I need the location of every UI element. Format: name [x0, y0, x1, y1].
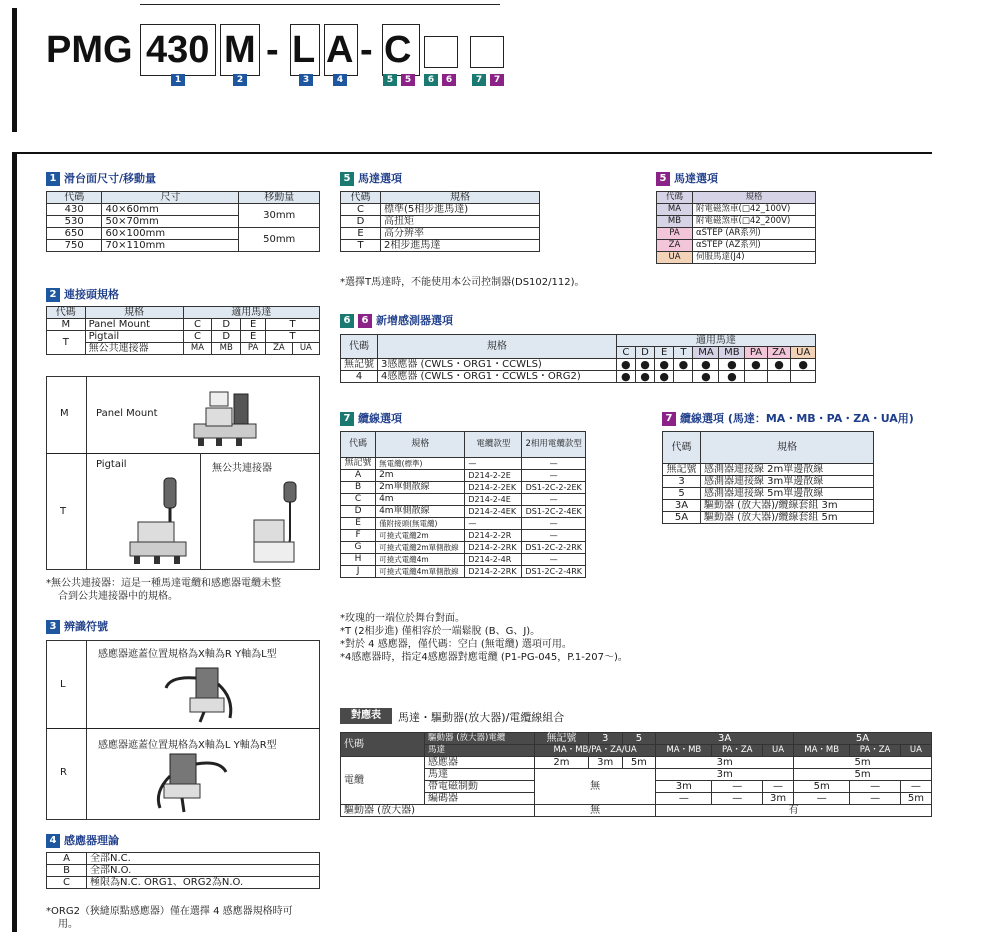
- combo-h-driver: 驅動器 (放大器)電纜: [425, 733, 535, 745]
- cell: MA: [657, 204, 693, 216]
- cell: 無電纜(標準): [376, 458, 465, 470]
- cell: —: [522, 518, 586, 530]
- cell: 40×60mm: [102, 204, 239, 216]
- sensor-logic-note-2: 用。: [58, 919, 78, 930]
- th-size: 尺寸: [102, 192, 239, 204]
- cell: T: [266, 331, 320, 343]
- cell: MA: [183, 343, 212, 355]
- cell: C: [341, 204, 381, 216]
- cell: 無公共連接器: [85, 343, 183, 355]
- cell: DS1-2C-2-2RK: [522, 542, 586, 554]
- cell: E: [241, 319, 266, 331]
- cell: [745, 371, 767, 383]
- th-code: 代碼: [47, 192, 102, 204]
- cell: 2m單側散線: [376, 482, 465, 494]
- cell: ●: [693, 359, 719, 371]
- cell: T: [47, 331, 86, 355]
- th: 規格: [693, 192, 816, 204]
- th: 適用馬達: [616, 335, 815, 347]
- section-5-label: 馬達選項: [358, 172, 402, 185]
- header-divider: [12, 152, 932, 154]
- cell: 4m單側散線: [376, 506, 465, 518]
- section-4-badge: 4: [46, 834, 60, 848]
- cell: G: [341, 542, 376, 554]
- th: 規格: [85, 307, 183, 319]
- cell: UA: [657, 252, 693, 264]
- th: 代碼: [47, 307, 86, 319]
- divider: [86, 376, 87, 570]
- table-row: [341, 458, 586, 470]
- cell: H: [341, 554, 376, 566]
- section-1-title: [46, 170, 156, 186]
- cell: 2m: [535, 757, 589, 769]
- cell: 3感應器 (CWLS・ORG1・CCWLS): [378, 359, 617, 371]
- cell: D: [212, 319, 241, 331]
- cable-note-3: *對於 4 感應器，僅代碼：空白 (無電纜) 選項可用。: [340, 639, 572, 650]
- cell: D214-2-2EK: [465, 482, 522, 494]
- cell: DS1-2C-2-4EK: [522, 506, 586, 518]
- section-7-badge: 7: [340, 412, 354, 426]
- cell: αSTEP (AZ系列): [693, 240, 816, 252]
- cell: A: [47, 853, 87, 865]
- cell: —: [712, 793, 763, 805]
- divider: [200, 453, 201, 570]
- combo-h-paza2: PA・ZA: [850, 745, 901, 757]
- connector-m-code: M: [60, 408, 69, 419]
- cell: ●: [635, 371, 654, 383]
- cell: 650: [47, 228, 102, 240]
- cable-table-b: [662, 431, 874, 524]
- cell: 50×70mm: [102, 216, 239, 228]
- th: 代碼: [657, 192, 693, 204]
- cell: D214-2-2RK: [465, 542, 522, 554]
- section-2-badge: 2: [46, 288, 60, 302]
- cell: [767, 371, 791, 383]
- cell: ●: [635, 359, 654, 371]
- section-2-title: [46, 286, 119, 302]
- model-motor: M: [224, 29, 256, 71]
- section-3-badge: 3: [46, 620, 60, 634]
- cell: ●: [791, 359, 816, 371]
- section-4-title: [46, 832, 119, 848]
- section-7-label: 纜線選項: [358, 412, 402, 425]
- combo-h-5a: 5A: [794, 733, 932, 745]
- cell: DS1-2C-2-2EK: [522, 482, 586, 494]
- cell: T: [266, 319, 320, 331]
- model-config: C: [384, 29, 412, 71]
- combo-h-mall: MA・MB/PA・ZA/UA: [535, 745, 656, 757]
- model-size: 430: [146, 29, 210, 71]
- cell: —: [850, 781, 901, 793]
- panel-mount-stage-image: [180, 386, 270, 450]
- cell: 5: [663, 488, 701, 500]
- no-common-connector-image: [250, 478, 310, 568]
- section-6-title: [340, 312, 453, 328]
- cell: 4m: [376, 494, 465, 506]
- cell: E: [341, 518, 376, 530]
- sensor-logic-table: [46, 852, 320, 889]
- cell: 30mm: [239, 204, 320, 228]
- badge-7a: 7: [472, 74, 486, 86]
- cell: —: [900, 781, 931, 793]
- section-6-badge-a: 6: [340, 314, 354, 328]
- table-row: [341, 494, 586, 506]
- cell: MB: [657, 216, 693, 228]
- section-5-title: [340, 170, 402, 186]
- cell: 驅動器 (放大器)/纜線套組 3m: [701, 500, 874, 512]
- section-7b-badge: 7: [662, 412, 676, 426]
- ident-r-desc: 感應器遮蓋位置規格為X軸為L Y軸為R型: [98, 740, 277, 751]
- cell: 3m: [762, 793, 793, 805]
- table-row: [341, 530, 586, 542]
- cell: D214-2-2RK: [465, 566, 522, 578]
- cell: 高分辨率: [381, 228, 540, 240]
- cell: UA: [292, 343, 319, 355]
- combo-r-sensor: 感應器: [425, 757, 535, 769]
- cell: 2m: [376, 470, 465, 482]
- size-table: [46, 191, 320, 252]
- cell: D: [341, 216, 381, 228]
- section-5b-label: 馬達選項: [674, 172, 718, 185]
- badge-6a: 6: [424, 74, 438, 86]
- cell: 可撓式電纜2m: [376, 530, 465, 542]
- combo-h-ua2: UA: [900, 745, 931, 757]
- model-cable: L: [292, 29, 316, 71]
- cell: 無: [535, 769, 656, 805]
- combo-r-brake: 帶電磁制動: [425, 781, 535, 793]
- section-2-label: 連接頭規格: [64, 288, 119, 301]
- combo-h-mamb: MA・MB: [656, 745, 712, 757]
- sensor-logic-note-1: *ORG2（狹縫原點感應器）僅在選擇 4 感應器規格時可: [46, 906, 293, 917]
- th: 電纜款型: [465, 432, 522, 458]
- cell: ●: [655, 359, 674, 371]
- combo-h-none: 無記號: [535, 733, 589, 745]
- cell: ●: [719, 371, 745, 383]
- ident-r-code: R: [60, 767, 67, 778]
- cell: E: [341, 228, 381, 240]
- th: 規格: [376, 432, 465, 458]
- cell: ●: [745, 359, 767, 371]
- cell: D214-2-4R: [465, 554, 522, 566]
- cable-note-2: *T (2相步進) 僅相容於一端鬆脫 (B、G、J)。: [340, 626, 541, 637]
- cell: 極限為N.C. ORG1、ORG2為N.O.: [87, 877, 320, 889]
- cell: 60×100mm: [102, 228, 239, 240]
- cell: 5m: [900, 793, 931, 805]
- cell: 可撓式電纜4m: [376, 554, 465, 566]
- cell: —: [712, 781, 763, 793]
- combo-r-encoder: 編碼器: [425, 793, 535, 805]
- connector-t-code: T: [60, 506, 67, 517]
- th: 代碼: [341, 335, 378, 359]
- cell: 感測器連接線 5m單邊散線: [701, 488, 874, 500]
- table-row: [341, 470, 586, 482]
- cell: 無: [535, 805, 656, 817]
- cell: [674, 371, 693, 383]
- cell: 4: [341, 371, 378, 383]
- cell: 附電磁煞車(□42_100V): [693, 204, 816, 216]
- cell: 全部N.O.: [87, 865, 320, 877]
- cell: D214-2-2R: [465, 530, 522, 542]
- cell: 全部N.C.: [87, 853, 320, 865]
- cell: PA: [657, 228, 693, 240]
- section-1-badge: 1: [46, 172, 60, 186]
- cell: C: [47, 877, 87, 889]
- divider: [46, 453, 320, 454]
- section-3-label: 辨識符號: [64, 620, 108, 633]
- th: MB: [719, 347, 745, 359]
- combo-title: 馬達・驅動器(放大器)/電纜線組合: [398, 711, 565, 724]
- cell: [791, 371, 816, 383]
- combo-table: [340, 732, 932, 817]
- combo-h-paza: PA・ZA: [712, 745, 763, 757]
- cell: J: [341, 566, 376, 578]
- cell: 感測器連接線 3m單邊散線: [701, 476, 874, 488]
- table-row: [341, 542, 586, 554]
- cell: D214-2-4EK: [465, 506, 522, 518]
- combo-h-motor: 馬達: [425, 745, 535, 757]
- cell: 5m: [622, 757, 656, 769]
- th: D: [635, 347, 654, 359]
- section-7b-label: 纜線選項 (馬達：MA・MB・PA・ZA・UA用): [680, 412, 914, 425]
- cell: —: [522, 458, 586, 470]
- cell: M: [47, 319, 86, 331]
- th: 代碼: [341, 432, 376, 458]
- cell: 無記號: [341, 458, 376, 470]
- section-1-label: 滑台面尺寸/移動量: [64, 172, 157, 185]
- th: 規格: [701, 432, 874, 464]
- ident-l-code: L: [60, 679, 66, 690]
- section-5b-title: [656, 170, 718, 186]
- cell: ZA: [266, 343, 293, 355]
- cell: Panel Mount: [85, 319, 183, 331]
- combo-h-3a: 3A: [656, 733, 794, 745]
- model-prefix: PMG: [46, 29, 133, 71]
- cell: 5m: [794, 781, 850, 793]
- cell: —: [465, 518, 522, 530]
- th: 適用馬達: [183, 307, 319, 319]
- combo-r-motor: 馬達: [425, 769, 535, 781]
- badge-5b: 5: [401, 74, 415, 86]
- cell: D: [212, 331, 241, 343]
- badge-2: 2: [233, 74, 247, 86]
- cell: T: [341, 240, 381, 252]
- th: 規格: [378, 335, 617, 359]
- cell: 伺服馬達(J4): [693, 252, 816, 264]
- cell: 3m: [588, 757, 622, 769]
- motor-table: [340, 191, 540, 252]
- cell: ●: [616, 371, 635, 383]
- combo-h-ua: UA: [762, 745, 793, 757]
- connector-nocommon-label: 無公共連接器: [212, 463, 272, 474]
- cell: 驅動器 (放大器)/纜線套組 5m: [701, 512, 874, 524]
- cell: 50mm: [239, 228, 320, 252]
- cell: —: [522, 530, 586, 542]
- cell: 3m: [656, 769, 794, 781]
- cell: E: [241, 331, 266, 343]
- th: 2相用電纜款型: [522, 432, 586, 458]
- cell: 4感應器 (CWLS・ORG1・CCWLS・ORG2): [378, 371, 617, 383]
- cell: 標準(5相步進馬達): [381, 204, 540, 216]
- cell: 3m: [656, 757, 794, 769]
- cell: D: [341, 506, 376, 518]
- cell: 750: [47, 240, 102, 252]
- th: 代碼: [341, 192, 381, 204]
- cell: —: [522, 554, 586, 566]
- th: MA: [693, 347, 719, 359]
- cell: ●: [655, 371, 674, 383]
- cell: ZA: [657, 240, 693, 252]
- cell: D214-2-2E: [465, 470, 522, 482]
- cell: —: [465, 458, 522, 470]
- cell: Pigtail: [85, 331, 183, 343]
- cable-table: [340, 431, 586, 578]
- type-r-stage-image: [150, 746, 246, 816]
- cell: 530: [47, 216, 102, 228]
- cell: D214-2-4E: [465, 494, 522, 506]
- motor-table-b: [656, 191, 816, 264]
- combo-cable-group: 電纜: [341, 757, 425, 805]
- model-sensor: A: [326, 29, 354, 71]
- cell: 感測器連接線 2m單邊散線: [701, 464, 874, 476]
- th: ZA: [767, 347, 791, 359]
- cell: PA: [241, 343, 266, 355]
- cell: 3m: [656, 781, 712, 793]
- th: 代碼: [663, 432, 701, 464]
- pigtail-stage-image: [124, 474, 194, 566]
- model-dash-1: -: [266, 29, 279, 71]
- cell: 5m: [794, 769, 932, 781]
- motor-note: *選擇T馬達時，不能使用本公司控制器(DS102/112)。: [340, 277, 585, 288]
- th: PA: [745, 347, 767, 359]
- combo-h-mamb2: MA・MB: [794, 745, 850, 757]
- cell: ●: [674, 359, 693, 371]
- connector-m-label: Panel Mount: [96, 408, 158, 419]
- cable-note-1: *玫瑰的一端位於舞台對面。: [340, 613, 465, 624]
- cell: 70×110mm: [102, 240, 239, 252]
- section-7b-title: [662, 410, 914, 426]
- combo-h-3: 3: [588, 733, 622, 745]
- cell: —: [762, 781, 793, 793]
- connector-note-1: *無公共連接器：這是一種馬達電纜和感應器電纜未整: [46, 578, 281, 589]
- badge-6b: 6: [442, 74, 456, 86]
- cell: —: [522, 494, 586, 506]
- cell: 5A: [663, 512, 701, 524]
- table-row: [341, 482, 586, 494]
- table-row: [341, 554, 586, 566]
- cell: 附電磁煞車(□42_200V): [693, 216, 816, 228]
- section-5b-badge: 5: [656, 172, 670, 186]
- top-rule: [140, 4, 500, 5]
- badge-7b: 7: [490, 74, 504, 86]
- ident-l-desc: 感應器遮蓋位置規格為X軸為R Y軸為L型: [98, 649, 277, 660]
- section-4-label: 感應器理論: [64, 834, 119, 847]
- option-box-7: [470, 36, 504, 68]
- badge-3: 3: [299, 74, 313, 86]
- cell: 2相步進馬達: [381, 240, 540, 252]
- type-l-stage-image: [160, 658, 240, 724]
- cell: 可撓式電纜4m單側散線: [376, 566, 465, 578]
- combo-h-5: 5: [622, 733, 656, 745]
- table-row: [341, 506, 586, 518]
- section-7-title: [340, 410, 402, 426]
- cell: —: [794, 793, 850, 805]
- section-3-title: [46, 618, 108, 634]
- cell: B: [341, 482, 376, 494]
- cell: F: [341, 530, 376, 542]
- cell: 無記號: [341, 359, 378, 371]
- th: C: [616, 347, 635, 359]
- th: E: [655, 347, 674, 359]
- cell: 無記號: [663, 464, 701, 476]
- cell: 高扭矩: [381, 216, 540, 228]
- badge-1: 1: [171, 74, 185, 86]
- divider: [86, 640, 87, 820]
- model-dash-2: -: [360, 29, 373, 71]
- connector-pigtail-label: Pigtail: [96, 459, 127, 470]
- cell: 有: [656, 805, 932, 817]
- cell: 僅附接頭(無電纜): [376, 518, 465, 530]
- cable-note-4: *4感應器時，指定4感應器對應電纜 (P1-PG-045，P.1-207～)。: [340, 652, 628, 663]
- combo-tag: 對應表: [340, 708, 392, 724]
- cell: 430: [47, 204, 102, 216]
- connector-note-2: 合到公共連接器中的規格。: [58, 591, 178, 602]
- cell: MB: [212, 343, 241, 355]
- cell: 5m: [794, 757, 932, 769]
- cell: C: [183, 331, 212, 343]
- table-row: [341, 566, 586, 578]
- cell: 可撓式電纜2m單側散線: [376, 542, 465, 554]
- cell: C: [341, 494, 376, 506]
- divider: [46, 728, 320, 729]
- cell: —: [522, 470, 586, 482]
- section-6-label: 新增感測器選項: [376, 314, 453, 327]
- cell: ●: [616, 359, 635, 371]
- cell: ●: [693, 371, 719, 383]
- option-box-6: [424, 36, 458, 68]
- cell: ●: [767, 359, 791, 371]
- cell: 3A: [663, 500, 701, 512]
- cell: 3: [663, 476, 701, 488]
- cell: C: [183, 319, 212, 331]
- badge-4: 4: [333, 74, 347, 86]
- th-stroke: 移動量: [239, 192, 320, 204]
- cell: DS1-2C-2-4RK: [522, 566, 586, 578]
- th: T: [674, 347, 693, 359]
- cell: —: [850, 793, 901, 805]
- table-row: [341, 518, 586, 530]
- th: 規格: [381, 192, 540, 204]
- cell: A: [341, 470, 376, 482]
- section-6-badge-b: 6: [358, 314, 372, 328]
- connector-table: [46, 306, 320, 355]
- header-left-bar: [12, 8, 17, 132]
- cell: B: [47, 865, 87, 877]
- cell: —: [656, 793, 712, 805]
- cell: αSTEP (AR系列): [693, 228, 816, 240]
- th: UA: [791, 347, 816, 359]
- content-left-bar: [12, 152, 17, 932]
- combo-r-driver: 驅動器 (放大器): [341, 805, 535, 817]
- section-5-badge: 5: [340, 172, 354, 186]
- combo-h-code: 代碼: [341, 733, 425, 757]
- sensor-table: [340, 334, 816, 383]
- badge-5a: 5: [383, 74, 397, 86]
- cell: ●: [719, 359, 745, 371]
